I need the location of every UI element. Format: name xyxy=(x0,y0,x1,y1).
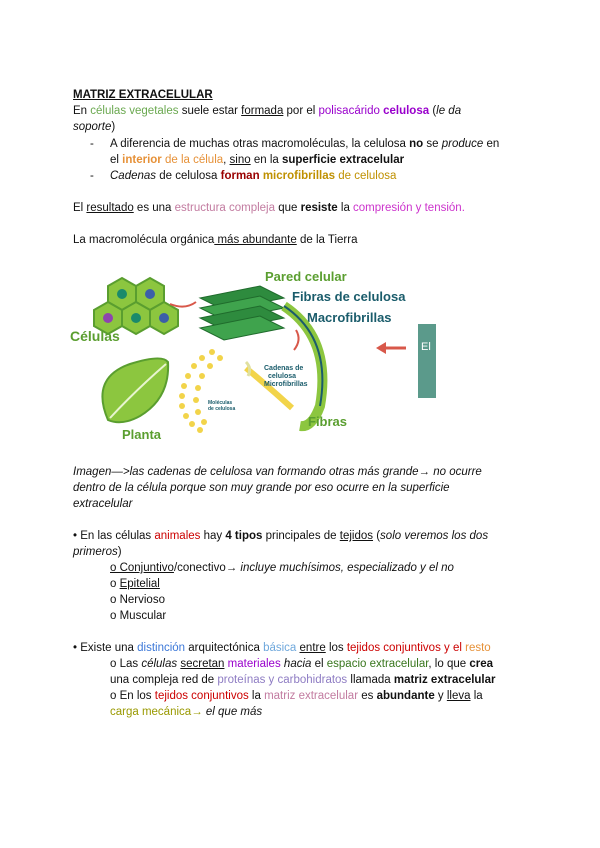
text-only-two: solo veremos los dos xyxy=(380,530,489,542)
text-connective-tissues: tejidos conjuntivos xyxy=(154,690,249,702)
label-molecules2: de celulosa xyxy=(208,406,236,412)
text: una compleja red de xyxy=(110,674,218,686)
list-item-epitelial xyxy=(110,576,160,592)
text-support2: soporte xyxy=(73,121,112,133)
text-abundant: abundante xyxy=(376,690,435,702)
text: por el xyxy=(283,105,319,117)
text-distinction: distinción xyxy=(137,642,186,654)
text-extracellular-space: espacio extracelular xyxy=(326,658,429,670)
text: el xyxy=(110,154,123,166)
text: es una xyxy=(133,202,175,214)
cells-hexagons-icon xyxy=(94,278,178,334)
label-cell-wall: Pared celular xyxy=(265,269,347,284)
text: la xyxy=(470,690,483,702)
text-the-most: el que más xyxy=(205,706,263,718)
paragraph-most-abundant xyxy=(73,232,358,248)
paragraph-plants-line1 xyxy=(73,103,461,119)
text: o xyxy=(110,578,120,590)
text-conjuntivo: o Conjuntivo xyxy=(110,562,174,574)
text-tissues: tejidos xyxy=(339,530,374,542)
text-of-cellulose: de celulosa xyxy=(335,170,397,182)
text-result: resultado xyxy=(86,202,134,214)
text-basic: básica xyxy=(263,642,297,654)
text-complex-structure: estructura compleja xyxy=(174,202,276,214)
text: ( xyxy=(429,105,437,117)
text-four-types: 4 tipos xyxy=(225,530,263,542)
text: llamada xyxy=(347,674,394,686)
text-microfibrils: microfibrillas xyxy=(262,170,336,182)
arrow-icon xyxy=(294,330,299,350)
text: arquitectónica xyxy=(185,642,264,654)
text: los xyxy=(325,642,347,654)
text-ecm-2: matriz extracelular xyxy=(264,690,359,702)
text-epitelial: Epitelial xyxy=(119,578,160,590)
text-compression: compresión y tensión. xyxy=(353,202,465,214)
side-panel xyxy=(418,324,436,398)
text-rest: resto xyxy=(465,642,491,654)
text-support: le da xyxy=(436,105,462,117)
text-carries: lleva xyxy=(446,690,471,702)
text: ( xyxy=(373,530,381,542)
text: es xyxy=(358,690,377,702)
text: que xyxy=(275,202,301,214)
paragraph-animal-tissues-line2 xyxy=(73,544,122,560)
label-cellulose-fibers: Fibras de celulosa xyxy=(292,289,406,304)
text: La macromolécula orgánica xyxy=(73,234,215,246)
text: la xyxy=(248,690,265,702)
doc-title: MATRIZ EXTRACELULAR xyxy=(73,89,213,101)
leaf-icon xyxy=(102,358,168,422)
side-panel-text: El xyxy=(421,341,431,353)
text-mechanical-load: carga mecánica xyxy=(110,706,192,718)
text: principales de xyxy=(262,530,340,542)
text: se xyxy=(423,138,442,150)
label-chains1: Cadenas de xyxy=(264,365,304,372)
text: ) xyxy=(117,546,122,558)
text-formed: formada xyxy=(241,105,284,117)
list-item-conjuntivo xyxy=(110,560,454,576)
caption-line3: extracelular xyxy=(73,498,133,510)
text: suele estar xyxy=(178,105,242,117)
caption-line2: dentro de la célula porque son muy grande por eso ocurre en la superficie xyxy=(73,482,450,494)
text-ecm: matriz extracelular xyxy=(393,674,496,686)
text-between: entre xyxy=(299,642,326,654)
bullet1-line2 xyxy=(110,152,404,168)
label-fibers: Fibras xyxy=(308,414,348,429)
cellulose-figure xyxy=(70,258,440,450)
text: ) xyxy=(111,121,116,133)
caption-line1: Imagen—>las cadenas de celulosa van formando otras más grande→ no ocurre xyxy=(73,466,482,478)
text: de la Tierra xyxy=(296,234,358,246)
text-resists: resiste xyxy=(300,202,338,214)
text: el xyxy=(311,658,327,670)
text: hay xyxy=(200,530,226,542)
text: , xyxy=(223,154,230,166)
text-but: sino xyxy=(229,154,251,166)
label-cells: Células xyxy=(70,328,120,344)
text-proteins-carbs: proteínas y carbohidratos xyxy=(217,674,348,686)
text-chains: Cadenas xyxy=(110,170,157,182)
text-animals: animales xyxy=(154,530,201,542)
text-secrete: secretan xyxy=(180,658,225,670)
text: la xyxy=(337,202,354,214)
list2-line2 xyxy=(110,672,496,688)
list-item-nervioso: o Nervioso xyxy=(110,594,165,606)
text: y xyxy=(434,690,447,702)
text-includes: incluye muchísimos, especializado y el no xyxy=(240,562,454,574)
paragraph-distinction xyxy=(73,640,491,656)
text-polysaccharide: polisacárido xyxy=(318,105,380,117)
text-form: forman xyxy=(220,170,260,182)
text: El xyxy=(73,202,87,214)
paragraph-result xyxy=(73,200,465,216)
label-microfibrils-small: Microfibrillas xyxy=(264,381,308,388)
text: en xyxy=(483,138,500,150)
arrow-icon xyxy=(170,302,196,307)
text-produce: produce xyxy=(441,138,484,150)
text: A diferencia de muchas otras macromoléculas, la celulosa xyxy=(110,138,410,150)
text: /conectivo→ xyxy=(173,562,241,574)
list2-line4 xyxy=(110,704,262,720)
dash-bullet: - xyxy=(90,170,94,182)
label-chains2: celulosa xyxy=(268,373,297,380)
text: en la xyxy=(250,154,282,166)
list-item-muscular: o Muscular xyxy=(110,610,167,622)
text: de celulosa xyxy=(156,170,221,182)
text-plant-cells: células vegetales xyxy=(90,105,179,117)
list2-line1 xyxy=(110,656,493,672)
text-most-abundant: más abundante xyxy=(214,234,297,246)
text-towards: hacia xyxy=(283,658,312,670)
text-cellulose: celulosa xyxy=(383,105,430,117)
text: o Las xyxy=(110,658,142,670)
bullet1-line1 xyxy=(110,136,499,152)
text: → xyxy=(191,706,206,718)
text-first: primeros xyxy=(73,546,118,558)
text: En xyxy=(73,105,91,117)
label-molecules1: Moléculas xyxy=(208,400,233,406)
text-interior: interior xyxy=(122,154,162,166)
text-creates: crea xyxy=(469,658,494,670)
text-no: no xyxy=(409,138,424,150)
bullet2-line xyxy=(110,168,396,184)
label-macrofibrils: Macrofibrillas xyxy=(307,310,392,325)
text: y el xyxy=(440,642,466,654)
text: , lo que xyxy=(428,658,470,670)
text: • En las células xyxy=(73,530,155,542)
molecule-chain-icon xyxy=(179,349,223,433)
paragraph-animal-tissues-line1 xyxy=(73,528,488,544)
list2-line3 xyxy=(110,688,483,704)
label-plant: Planta xyxy=(122,427,162,442)
paragraph-plants-line2 xyxy=(73,119,115,135)
text-materials: materiales xyxy=(227,658,281,670)
text: • Existe una xyxy=(73,642,138,654)
text-cells: células xyxy=(141,658,178,670)
wall-layers-icon xyxy=(200,286,284,340)
text-connective-tissues: tejidos conjuntivos xyxy=(346,642,441,654)
dash-bullet: - xyxy=(90,138,94,150)
text-cell: de la célula xyxy=(161,154,224,166)
text: o En los xyxy=(110,690,155,702)
text-extracellular-surface: superficie extracelular xyxy=(281,154,405,166)
